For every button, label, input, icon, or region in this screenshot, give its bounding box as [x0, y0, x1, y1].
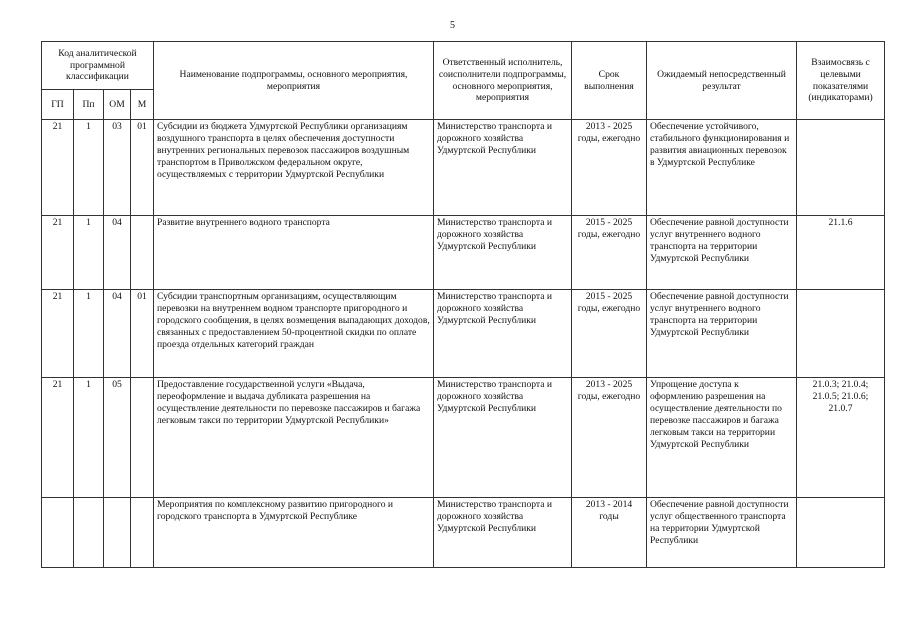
cell-m — [131, 498, 154, 568]
cell-term: 2013 - 2025 годы, ежегодно — [572, 378, 647, 498]
cell-term: 2015 - 2025 годы, ежегодно — [572, 290, 647, 378]
table-row — [42, 216, 885, 290]
cell-result: Обеспечение равной доступности услуг внутреннего водного транспорта на территории Удмуртской Республики — [647, 290, 797, 378]
cell-responsible: Министерство транспорта и дорожного хозяйства Удмуртской Республики — [434, 498, 572, 568]
cell-pp: 1 — [74, 120, 104, 216]
cell-link: 21.0.3; 21.0.4; 21.0.5; 21.0.6; 21.0.7 — [797, 378, 885, 498]
cell-m — [131, 216, 154, 290]
cell-responsible: Министерство транспорта и дорожного хозяйства Удмуртской Республики — [434, 290, 572, 378]
cell-term: 2015 - 2025 годы, ежегодно — [572, 216, 647, 290]
cell-responsible: Министерство транспорта и дорожного хозяйства Удмуртской Республики — [434, 216, 572, 290]
table-row — [42, 120, 885, 216]
cell-name: Предоставление государственной услуги «Выдача, переоформление и выдача дубликата разрешения на осуществление деятельности по перевозке пассажиров и багажа легковым такси по территории Удмуртской Республики» — [154, 378, 434, 498]
header-term: Срок выполнения — [572, 42, 647, 120]
cell-name: Субсидии из бюджета Удмуртской Республики организациям воздушного транспорта в целях обеспечения доступности внутренних региональных перевозок пассажиров воздушным транспортом в Приволжском федеральном округе, осуществляемых с территории Удмуртской Республики — [154, 120, 434, 216]
header-code: Код аналитической программной классификации — [42, 42, 154, 90]
header-om: ОМ — [104, 90, 131, 120]
cell-result: Обеспечение равной доступности услуг общественного транспорта на территории Удмуртской Республики — [647, 498, 797, 568]
cell-name: Мероприятия по комплексному развитию пригородного и городского транспорта в Удмуртской Республике — [154, 498, 434, 568]
cell-gp: 21 — [42, 378, 74, 498]
cell-term: 2013 - 2025 годы, ежегодно — [572, 120, 647, 216]
cell-om: 05 — [104, 378, 131, 498]
cell-result: Обеспечение равной доступности услуг внутреннего водного транспорта на территории Удмуртской Республики — [647, 216, 797, 290]
cell-pp — [74, 498, 104, 568]
cell-link — [797, 290, 885, 378]
cell-responsible: Министерство транспорта и дорожного хозяйства Удмуртской Республики — [434, 120, 572, 216]
header-gp: ГП — [42, 90, 74, 120]
cell-pp: 1 — [74, 290, 104, 378]
cell-om: 03 — [104, 120, 131, 216]
cell-om: 04 — [104, 216, 131, 290]
table-row — [42, 290, 885, 378]
cell-gp: 21 — [42, 120, 74, 216]
cell-link — [797, 120, 885, 216]
header-name: Наименование подпрограммы, основного мероприятия, мероприятия — [154, 42, 434, 120]
header-result: Ожидаемый непосредственный результат — [647, 42, 797, 120]
cell-m: 01 — [131, 120, 154, 216]
table-row — [42, 498, 885, 568]
cell-name: Субсидии транспортным организациям, осуществляющим перевозки на внутреннем водном транспорте пригородного и городского сообщения, в целях возмещения выпадающих доходов, связанных с предоставлением 50-процентной скидки по оплате проезда отдельных категорий граждан — [154, 290, 434, 378]
cell-link — [797, 498, 885, 568]
cell-pp: 1 — [74, 378, 104, 498]
page-number: 5 — [450, 20, 455, 31]
cell-responsible: Министерство транспорта и дорожного хозяйства Удмуртской Республики — [434, 378, 572, 498]
cell-gp — [42, 498, 74, 568]
cell-om — [104, 498, 131, 568]
cell-pp: 1 — [74, 216, 104, 290]
cell-term: 2013 - 2014 годы — [572, 498, 647, 568]
cell-result: Обеспечение устойчивого, стабильного функционирования и развития авиационных перевозок в Удмуртской Республике — [647, 120, 797, 216]
cell-link: 21.1.6 — [797, 216, 885, 290]
cell-m: 01 — [131, 290, 154, 378]
cell-m — [131, 378, 154, 498]
program-table — [41, 41, 885, 568]
header-pp: Пп — [74, 90, 104, 120]
header-link: Взаимосвязь с целевыми показателями (индикаторами) — [797, 42, 885, 120]
table-row — [42, 378, 885, 498]
cell-om: 04 — [104, 290, 131, 378]
cell-gp: 21 — [42, 290, 74, 378]
header-m: М — [131, 90, 154, 120]
cell-result: Упрощение доступа к оформлению разрешения на осуществление деятельности по перевозке пассажиров и багажа легковым такси на территории Удмуртской Республики — [647, 378, 797, 498]
cell-name: Развитие внутреннего водного транспорта — [154, 216, 434, 290]
header-responsible: Ответственный исполнитель, соисполнители подпрограммы, основного мероприятия, мероприятия — [434, 42, 572, 120]
cell-gp: 21 — [42, 216, 74, 290]
